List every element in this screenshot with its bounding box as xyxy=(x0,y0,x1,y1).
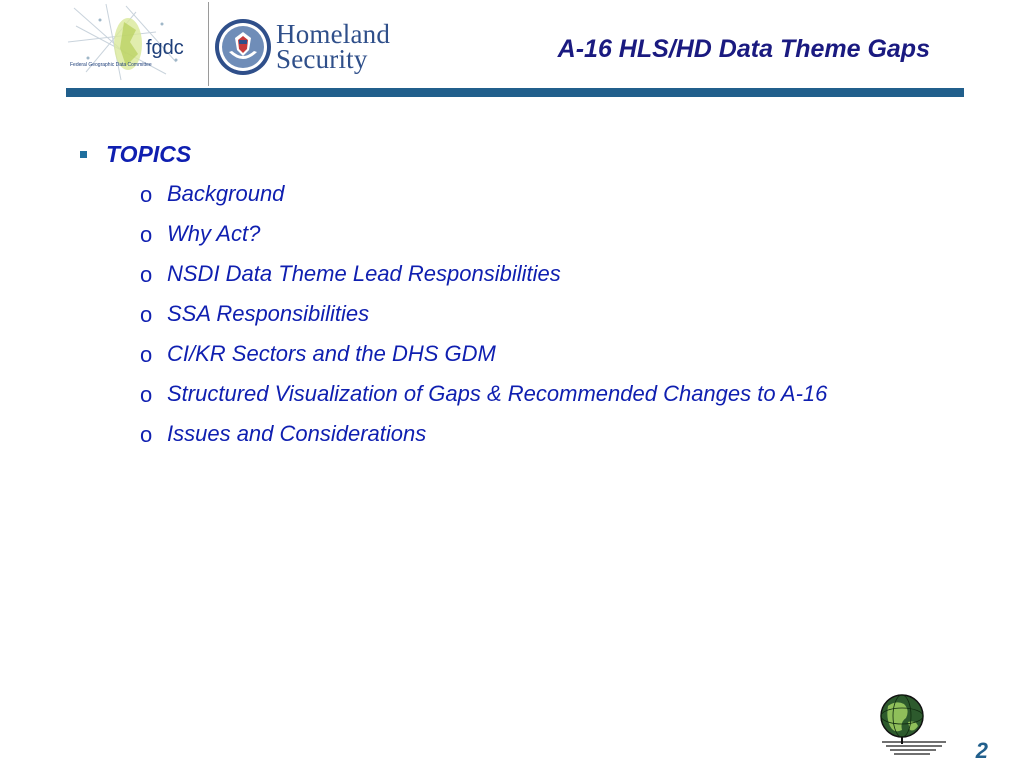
slide-title: A-16 HLS/HD Data Theme Gaps xyxy=(557,35,930,63)
dhs-seal-icon xyxy=(214,18,272,76)
circle-bullet-icon: o xyxy=(140,422,153,447)
logo-divider xyxy=(208,2,209,86)
globe-icon xyxy=(876,692,948,758)
dhs-wordmark-line2: Security xyxy=(276,44,368,74)
dhs-wordmark xyxy=(276,19,406,74)
list-item-text: NSDI Data Theme Lead Responsibilities xyxy=(167,261,561,286)
topics-heading: TOPICS xyxy=(106,141,192,167)
circle-bullet-icon: o xyxy=(140,222,153,247)
circle-bullet-icon: o xyxy=(140,262,153,287)
list-item-text: Issues and Considerations xyxy=(167,421,427,446)
fgdc-logo-icon xyxy=(66,2,196,84)
page-number: 2 xyxy=(975,738,988,763)
fgdc-tagline: Federal Geographic Data Committee xyxy=(70,62,152,68)
list-item-text: Background xyxy=(167,181,285,206)
list-item-text: Structured Visualization of Gaps & Recommended Changes to A-16 xyxy=(167,381,828,406)
list-item-text: SSA Responsibilities xyxy=(167,301,370,326)
list-item-text: Why Act? xyxy=(167,221,261,246)
square-bullet-icon xyxy=(80,151,87,158)
circle-bullet-icon: o xyxy=(140,342,153,367)
circle-bullet-icon: o xyxy=(140,182,153,207)
title-rule xyxy=(66,88,964,97)
dhs-wordmark-line1: Homeland xyxy=(276,19,391,49)
circle-bullet-icon: o xyxy=(140,382,153,407)
fgdc-wordmark: fgdc xyxy=(146,37,184,59)
list-item-text: CI/KR Sectors and the DHS GDM xyxy=(167,341,496,366)
circle-bullet-icon: o xyxy=(140,302,153,327)
